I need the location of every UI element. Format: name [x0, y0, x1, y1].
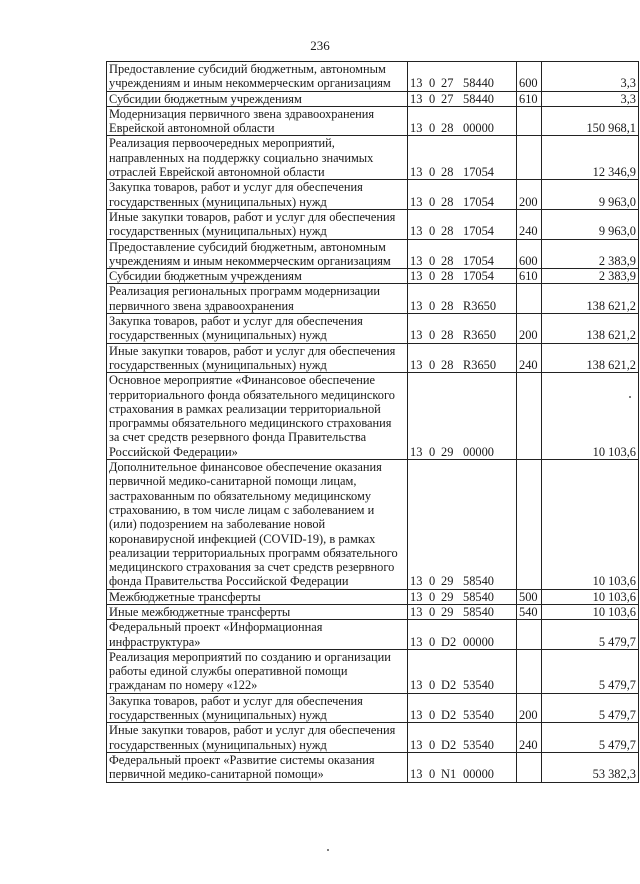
subprogram-code: 0	[429, 634, 436, 649]
amount-value: 138 621,2	[542, 314, 639, 344]
program-code: 13	[410, 91, 423, 106]
program-code: 13	[410, 444, 423, 459]
expense-description	[107, 460, 408, 590]
activity-code: N1	[441, 767, 457, 782]
subprogram-code: 0	[429, 298, 436, 313]
direction-code: 17054	[463, 165, 494, 180]
expense-description	[107, 693, 408, 723]
description-line: государственных (муниципальных) нужд	[109, 194, 327, 209]
description-line: Федеральный проект «Информационная	[109, 620, 323, 635]
amount-value: 5 479,7	[542, 620, 639, 650]
subprogram-code: 0	[429, 253, 436, 268]
description-line: программы обязательного медицинского страхования	[109, 416, 392, 431]
expense-type-code	[517, 620, 542, 650]
table-row	[107, 209, 639, 239]
direction-code: 53540	[463, 708, 494, 723]
description-line: застрахованным по обязательному медицинскому	[109, 488, 372, 503]
activity-code: 28	[441, 194, 454, 209]
target-article-code	[408, 589, 517, 604]
budget-allocation-table	[106, 61, 639, 783]
description-line: Еврейской автономной области	[109, 121, 275, 136]
subprogram-code: 0	[429, 678, 436, 693]
amount-value: 5 479,7	[542, 649, 639, 693]
expense-description	[107, 239, 408, 269]
activity-code: 27	[441, 76, 454, 91]
activity-code: 28	[441, 224, 454, 239]
expense-type-code	[517, 373, 542, 460]
description-line: страхованию, в том числе лицам с заболеванием и	[109, 502, 375, 517]
activity-code: D2	[441, 634, 457, 649]
amount-value: 12 346,9	[542, 136, 639, 180]
amount-value: 53 382,3	[542, 752, 639, 782]
description-line: Дополнительное финансовое обеспечение оказания	[109, 460, 382, 475]
target-article-code	[408, 91, 517, 106]
description-line: гражданам по номеру «122»	[109, 678, 258, 693]
direction-code: 58540	[463, 604, 494, 619]
activity-code: 29	[441, 444, 454, 459]
target-article-code	[408, 239, 517, 269]
target-article-code	[408, 314, 517, 344]
amount-value: 3,3	[542, 62, 639, 92]
table-row	[107, 106, 639, 136]
expense-description	[107, 604, 408, 619]
description-line: (или) подозрением на заболевание новой	[109, 517, 326, 532]
subprogram-code: 0	[429, 444, 436, 459]
expense-type-code	[517, 649, 542, 693]
target-article-code	[408, 269, 517, 284]
amount-value: 150 968,1	[542, 106, 639, 136]
description-line: Субсидии бюджетным учреждениям	[109, 269, 302, 284]
direction-code: 58440	[463, 76, 494, 91]
expense-type-code: 200	[517, 693, 542, 723]
target-article-code	[408, 620, 517, 650]
description-line: коронавирусной инфекцией (COVID-19), в рамках	[109, 531, 376, 546]
program-code: 13	[410, 328, 423, 343]
activity-code: 28	[441, 165, 454, 180]
scan-speck	[629, 396, 631, 398]
table-row	[107, 723, 639, 753]
direction-code: 58540	[463, 574, 494, 589]
expense-type-code: 610	[517, 91, 542, 106]
expense-description	[107, 209, 408, 239]
description-line: государственных (муниципальных) нужд	[109, 224, 327, 239]
description-line: первичного звена здравоохранения	[109, 298, 294, 313]
program-code: 13	[410, 767, 423, 782]
program-code: 13	[410, 574, 423, 589]
expense-type-code: 240	[517, 723, 542, 753]
description-line: Предоставление субсидий бюджетным, автономным	[109, 239, 386, 254]
activity-code: 29	[441, 604, 454, 619]
subprogram-code: 0	[429, 708, 436, 723]
subprogram-code: 0	[429, 194, 436, 209]
amount-value: 10 103,6	[542, 589, 639, 604]
amount-value: 9 963,0	[542, 180, 639, 210]
subprogram-code: 0	[429, 357, 436, 372]
description-line: Межбюджетные трансферты	[109, 589, 261, 604]
expense-description	[107, 649, 408, 693]
amount-value: 138 621,2	[542, 284, 639, 314]
subprogram-code: 0	[429, 737, 436, 752]
table-row	[107, 373, 639, 460]
activity-code: 28	[441, 253, 454, 268]
description-line: Реализация первоочередных мероприятий,	[109, 136, 335, 151]
table-row	[107, 693, 639, 723]
description-line: Закупка товаров, работ и услуг для обеспечения	[109, 693, 363, 708]
amount-value: 138 621,2	[542, 343, 639, 373]
expense-type-code: 200	[517, 314, 542, 344]
expense-description	[107, 106, 408, 136]
direction-code: 17054	[463, 269, 494, 284]
description-line: первичной медико-санитарной помощи»	[109, 767, 324, 782]
amount-value: 10 103,6	[542, 604, 639, 619]
budget-table-body	[107, 62, 639, 783]
description-line: первичной медико-санитарной помощи лицам,	[109, 474, 357, 489]
amount-value: 2 383,9	[542, 239, 639, 269]
table-row	[107, 269, 639, 284]
target-article-code	[408, 373, 517, 460]
description-line: Российской Федерации»	[109, 444, 238, 459]
program-code: 13	[410, 76, 423, 91]
amount-value: 10 103,6	[542, 373, 639, 460]
amount-value: 5 479,7	[542, 693, 639, 723]
program-code: 13	[410, 194, 423, 209]
description-line: Субсидии бюджетным учреждениям	[109, 91, 302, 106]
description-line: медицинского страхования за счет средств резервного	[109, 560, 395, 575]
program-code: 13	[410, 604, 423, 619]
expense-description	[107, 752, 408, 782]
description-line: отраслей Еврейской автономной области	[109, 165, 325, 180]
subprogram-code: 0	[429, 574, 436, 589]
activity-code: 28	[441, 328, 454, 343]
description-line: Реализация региональных программ модернизации	[109, 284, 380, 299]
program-code: 13	[410, 269, 423, 284]
activity-code: 27	[441, 91, 454, 106]
expense-type-code: 600	[517, 239, 542, 269]
subprogram-code: 0	[429, 328, 436, 343]
description-line: Иные закупки товаров, работ и услуг для обеспечения	[109, 209, 396, 224]
expense-type-code: 610	[517, 269, 542, 284]
description-line: за счет средств резервного фонда Правительства	[109, 430, 367, 445]
target-article-code	[408, 180, 517, 210]
activity-code: D2	[441, 737, 457, 752]
description-line: Закупка товаров, работ и услуг для обеспечения	[109, 314, 363, 329]
direction-code: R3650	[463, 328, 497, 343]
description-line: фонда Правительства Российской Федерации	[109, 574, 349, 589]
amount-value: 10 103,6	[542, 460, 639, 590]
table-row	[107, 314, 639, 344]
description-line: Закупка товаров, работ и услуг для обеспечения	[109, 180, 363, 195]
subprogram-code: 0	[429, 269, 436, 284]
expense-type-code	[517, 284, 542, 314]
target-article-code	[408, 343, 517, 373]
description-line: государственных (муниципальных) нужд	[109, 737, 327, 752]
description-line: работы единой службы оперативной помощи	[109, 664, 348, 679]
expense-description	[107, 723, 408, 753]
direction-code: 58440	[463, 91, 494, 106]
table-row	[107, 343, 639, 373]
activity-code: 28	[441, 298, 454, 313]
table-row	[107, 460, 639, 590]
table-row	[107, 752, 639, 782]
description-line: направленных на поддержку социально значимых	[109, 150, 374, 165]
expense-description	[107, 589, 408, 604]
expense-description	[107, 91, 408, 106]
expense-type-code: 240	[517, 209, 542, 239]
program-code: 13	[410, 165, 423, 180]
subprogram-code: 0	[429, 76, 436, 91]
program-code: 13	[410, 298, 423, 313]
page-number: 236	[310, 38, 330, 53]
expense-description	[107, 284, 408, 314]
target-article-code	[408, 693, 517, 723]
direction-code: 00000	[463, 634, 494, 649]
target-article-code	[408, 649, 517, 693]
description-line: страхования в рамках реализации территориальной	[109, 401, 381, 416]
amount-value: 5 479,7	[542, 723, 639, 753]
direction-code: 00000	[463, 767, 494, 782]
amount-value: 2 383,9	[542, 269, 639, 284]
subprogram-code: 0	[429, 604, 436, 619]
expense-type-code: 200	[517, 180, 542, 210]
direction-code: 17054	[463, 194, 494, 209]
activity-code: 28	[441, 121, 454, 136]
description-line: Федеральный проект «Развитие системы оказания	[109, 752, 375, 767]
description-line: учреждениям и иным некоммерческим организациям	[109, 76, 391, 91]
program-code: 13	[410, 678, 423, 693]
table-row	[107, 589, 639, 604]
description-line: государственных (муниципальных) нужд	[109, 357, 327, 372]
description-line: учреждениям и иным некоммерческим организациям	[109, 253, 391, 268]
target-article-code	[408, 106, 517, 136]
expense-type-code: 600	[517, 62, 542, 92]
target-article-code	[408, 284, 517, 314]
expense-description	[107, 620, 408, 650]
direction-code: R3650	[463, 298, 497, 313]
target-article-code	[408, 136, 517, 180]
amount-value: 3,3	[542, 91, 639, 106]
table-row	[107, 239, 639, 269]
direction-code: 53540	[463, 678, 494, 693]
table-row	[107, 91, 639, 106]
subprogram-code: 0	[429, 589, 436, 604]
subprogram-code: 0	[429, 767, 436, 782]
expense-description	[107, 62, 408, 92]
activity-code: 28	[441, 269, 454, 284]
expense-type-code	[517, 136, 542, 180]
target-article-code	[408, 62, 517, 92]
table-row	[107, 136, 639, 180]
description-line: реализации территориальных программ обязательного	[109, 545, 398, 560]
direction-code: 00000	[463, 121, 494, 136]
description-line: территориального фонда обязательного медицинского	[109, 387, 395, 402]
direction-code: 00000	[463, 444, 494, 459]
expense-description	[107, 136, 408, 180]
expense-type-code: 540	[517, 604, 542, 619]
expense-description	[107, 269, 408, 284]
expense-description	[107, 180, 408, 210]
program-code: 13	[410, 634, 423, 649]
table-row	[107, 62, 639, 92]
direction-code: 58540	[463, 589, 494, 604]
expense-description	[107, 343, 408, 373]
target-article-code	[408, 604, 517, 619]
target-article-code	[408, 460, 517, 590]
program-code: 13	[410, 253, 423, 268]
description-line: Основное мероприятие «Финансовое обеспечение	[109, 373, 375, 388]
program-code: 13	[410, 224, 423, 239]
expense-type-code: 240	[517, 343, 542, 373]
program-code: 13	[410, 589, 423, 604]
program-code: 13	[410, 121, 423, 136]
description-line: государственных (муниципальных) нужд	[109, 708, 327, 723]
program-code: 13	[410, 708, 423, 723]
target-article-code	[408, 752, 517, 782]
activity-code: 28	[441, 357, 454, 372]
direction-code: 17054	[463, 224, 494, 239]
direction-code: 17054	[463, 253, 494, 268]
direction-code: R3650	[463, 357, 497, 372]
table-row	[107, 620, 639, 650]
description-line: Модернизация первичного звена здравоохранения	[109, 106, 375, 121]
target-article-code	[408, 209, 517, 239]
description-line: государственных (муниципальных) нужд	[109, 328, 327, 343]
table-row	[107, 180, 639, 210]
subprogram-code: 0	[429, 224, 436, 239]
subprogram-code: 0	[429, 91, 436, 106]
expense-type-code: 500	[517, 589, 542, 604]
activity-code: 29	[441, 574, 454, 589]
program-code: 13	[410, 357, 423, 372]
expense-type-code	[517, 460, 542, 590]
table-row	[107, 284, 639, 314]
description-line: Иные межбюджетные трансферты	[109, 604, 291, 619]
program-code: 13	[410, 737, 423, 752]
direction-code: 53540	[463, 737, 494, 752]
activity-code: D2	[441, 678, 457, 693]
description-line: Иные закупки товаров, работ и услуг для обеспечения	[109, 343, 396, 358]
table-row	[107, 649, 639, 693]
table-row	[107, 604, 639, 619]
subprogram-code: 0	[429, 121, 436, 136]
subprogram-code: 0	[429, 165, 436, 180]
expense-description	[107, 373, 408, 460]
expense-type-code	[517, 106, 542, 136]
scan-speck	[327, 849, 329, 851]
description-line: Предоставление субсидий бюджетным, автономным	[109, 62, 386, 76]
description-line: Иные закупки товаров, работ и услуг для обеспечения	[109, 723, 396, 738]
expense-type-code	[517, 752, 542, 782]
target-article-code	[408, 723, 517, 753]
activity-code: D2	[441, 708, 457, 723]
description-line: инфраструктура»	[109, 634, 201, 649]
activity-code: 29	[441, 589, 454, 604]
expense-description	[107, 314, 408, 344]
description-line: Реализация мероприятий по созданию и организации	[109, 649, 391, 664]
amount-value: 9 963,0	[542, 209, 639, 239]
